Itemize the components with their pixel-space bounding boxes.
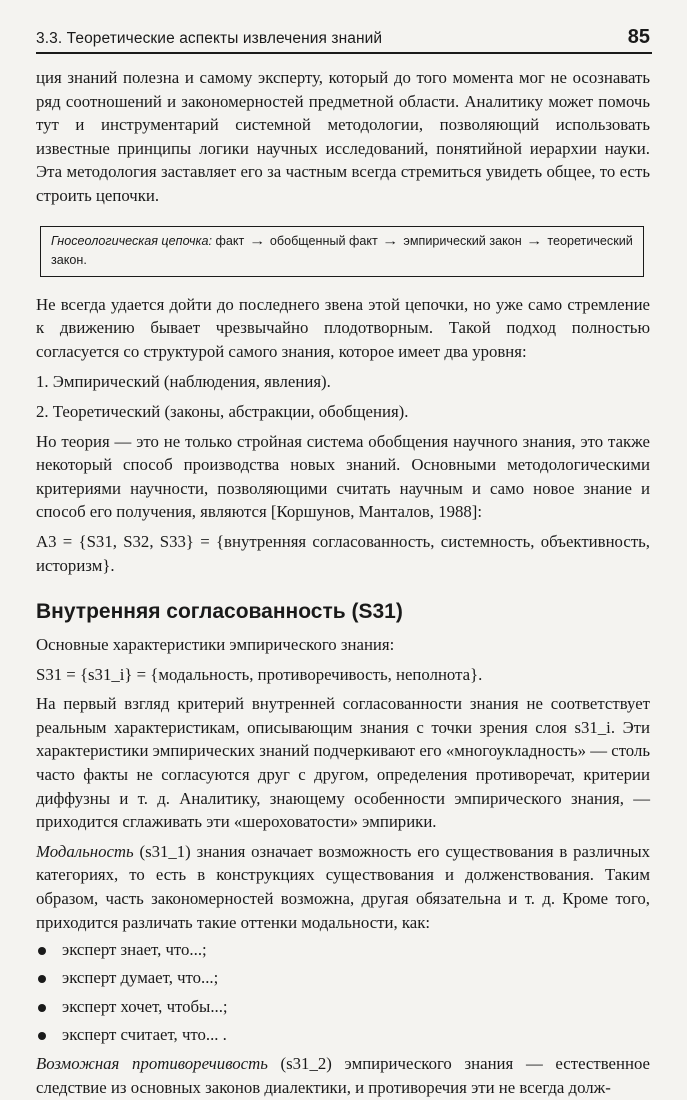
arrow-icon: →	[526, 233, 543, 248]
paragraph: Но теория — это не только стройная система обобщения научного знания, это также некоторый способ производства новых знаний. Основными методологическими критериями научности, позволяющими считать научным и само новое знание и способ его получения, являются [Коршунов, Манталов, 1988]:	[36, 431, 650, 522]
list-item: 2. Теоретический (законы, абстракции, обобщения).	[36, 401, 409, 421]
formula-line: S31 = {s31_i} = {модальность, противоречивость, неполнота}.	[36, 664, 483, 684]
term: Возможная противоречивость	[36, 1054, 268, 1074]
bullet-icon	[38, 975, 46, 983]
chapter-title: 3.3. Теоретические аспекты извлечения знаний	[36, 30, 383, 47]
bullet-icon	[38, 1004, 46, 1012]
page-number: 85	[627, 26, 650, 48]
paragraph	[36, 840, 650, 934]
bullet-list	[36, 938, 650, 1046]
chain-step: теоретический закон.	[51, 233, 633, 267]
paragraph: ция знаний полезна и самому эксперту, который до того момента мог не осознавать ряд соотношений и закономерностей предметной области. Аналитику может помочь тут и инструментарий системной методологии, позволяющий использовать известные принципы логики научных исследований, понятийной иерархии науки. Эта методология заставляет его за частным всегда стремиться увидеть общее, то есть строить цепочки.	[36, 68, 650, 205]
chain-note-box	[40, 226, 644, 277]
list-item-text: эксперт знает, что...;	[62, 940, 207, 960]
list-item: 1. Эмпирический (наблюдения, явления).	[36, 372, 331, 392]
list-item	[36, 1023, 650, 1047]
term: Модальность	[36, 841, 134, 861]
formula-line: А3 = {S31, S32, S33} = {внутренняя согласованность, системность, объективность, историзм}.	[36, 531, 650, 575]
arrow-icon: →	[382, 233, 399, 248]
chain-step: эмпирический закон	[403, 233, 522, 248]
arrow-icon: →	[248, 233, 266, 248]
section-heading: Внутренняя согласованность (S31)	[36, 600, 403, 624]
list-item-text: эксперт хочет, чтобы...;	[62, 996, 228, 1016]
list-item-text: эксперт считает, что... .	[62, 1024, 227, 1044]
list-item	[36, 966, 650, 990]
chain-step: обобщенный факт	[269, 233, 378, 248]
numbered-list	[36, 370, 650, 423]
page-body	[36, 66, 650, 1100]
paragraph-text: (s31_1) знания означает возможность его существования в различных категориях, то есть в конструкциях существования и долженствования. Таким образом, часть закономерностей возможна, другая обязательна и т. д. Кроме того, приходится различать такие оттенки модальности, как:	[36, 841, 650, 932]
chain-step: факт	[215, 233, 245, 248]
running-header	[36, 26, 652, 54]
list-item	[36, 938, 650, 962]
bullet-icon	[38, 947, 46, 955]
paragraph: Не всегда удается дойти до последнего звена этой цепочки, но уже само стремление к движению бывает чрезвычайно плодотворным. Такой подход полностью согласуется со структурой самого знания, которое имеет два уровня:	[36, 294, 650, 361]
paragraph-text: (s31_2) эмпирического знания — естественное следствие из основных законов диалектики, и противоречия эти не всегда долж-	[36, 1054, 650, 1097]
paragraph	[36, 1052, 650, 1099]
note-lead: Гносеологическая цепочка:	[51, 233, 212, 248]
paragraph: На первый взгляд критерий внутренней согласованности знания не соответствует реальным характеристикам, описывающим знания с точки зрения слоя s31_i. Эти характеристики эмпирических знаний подчеркивают его «многоукладность» — столь часто факты не согласуются друг с другом, определения противоречат, критерии диффузны и т. д. Аналитику, знающему особенности эмпирического знания, — приходится сглаживать эти «шероховатости» эмпирики.	[36, 694, 650, 832]
list-item-text: эксперт думает, что...;	[62, 968, 219, 988]
paragraph: Основные характеристики эмпирического знания:	[36, 635, 395, 655]
bullet-icon	[38, 1032, 46, 1040]
list-item	[36, 995, 650, 1019]
